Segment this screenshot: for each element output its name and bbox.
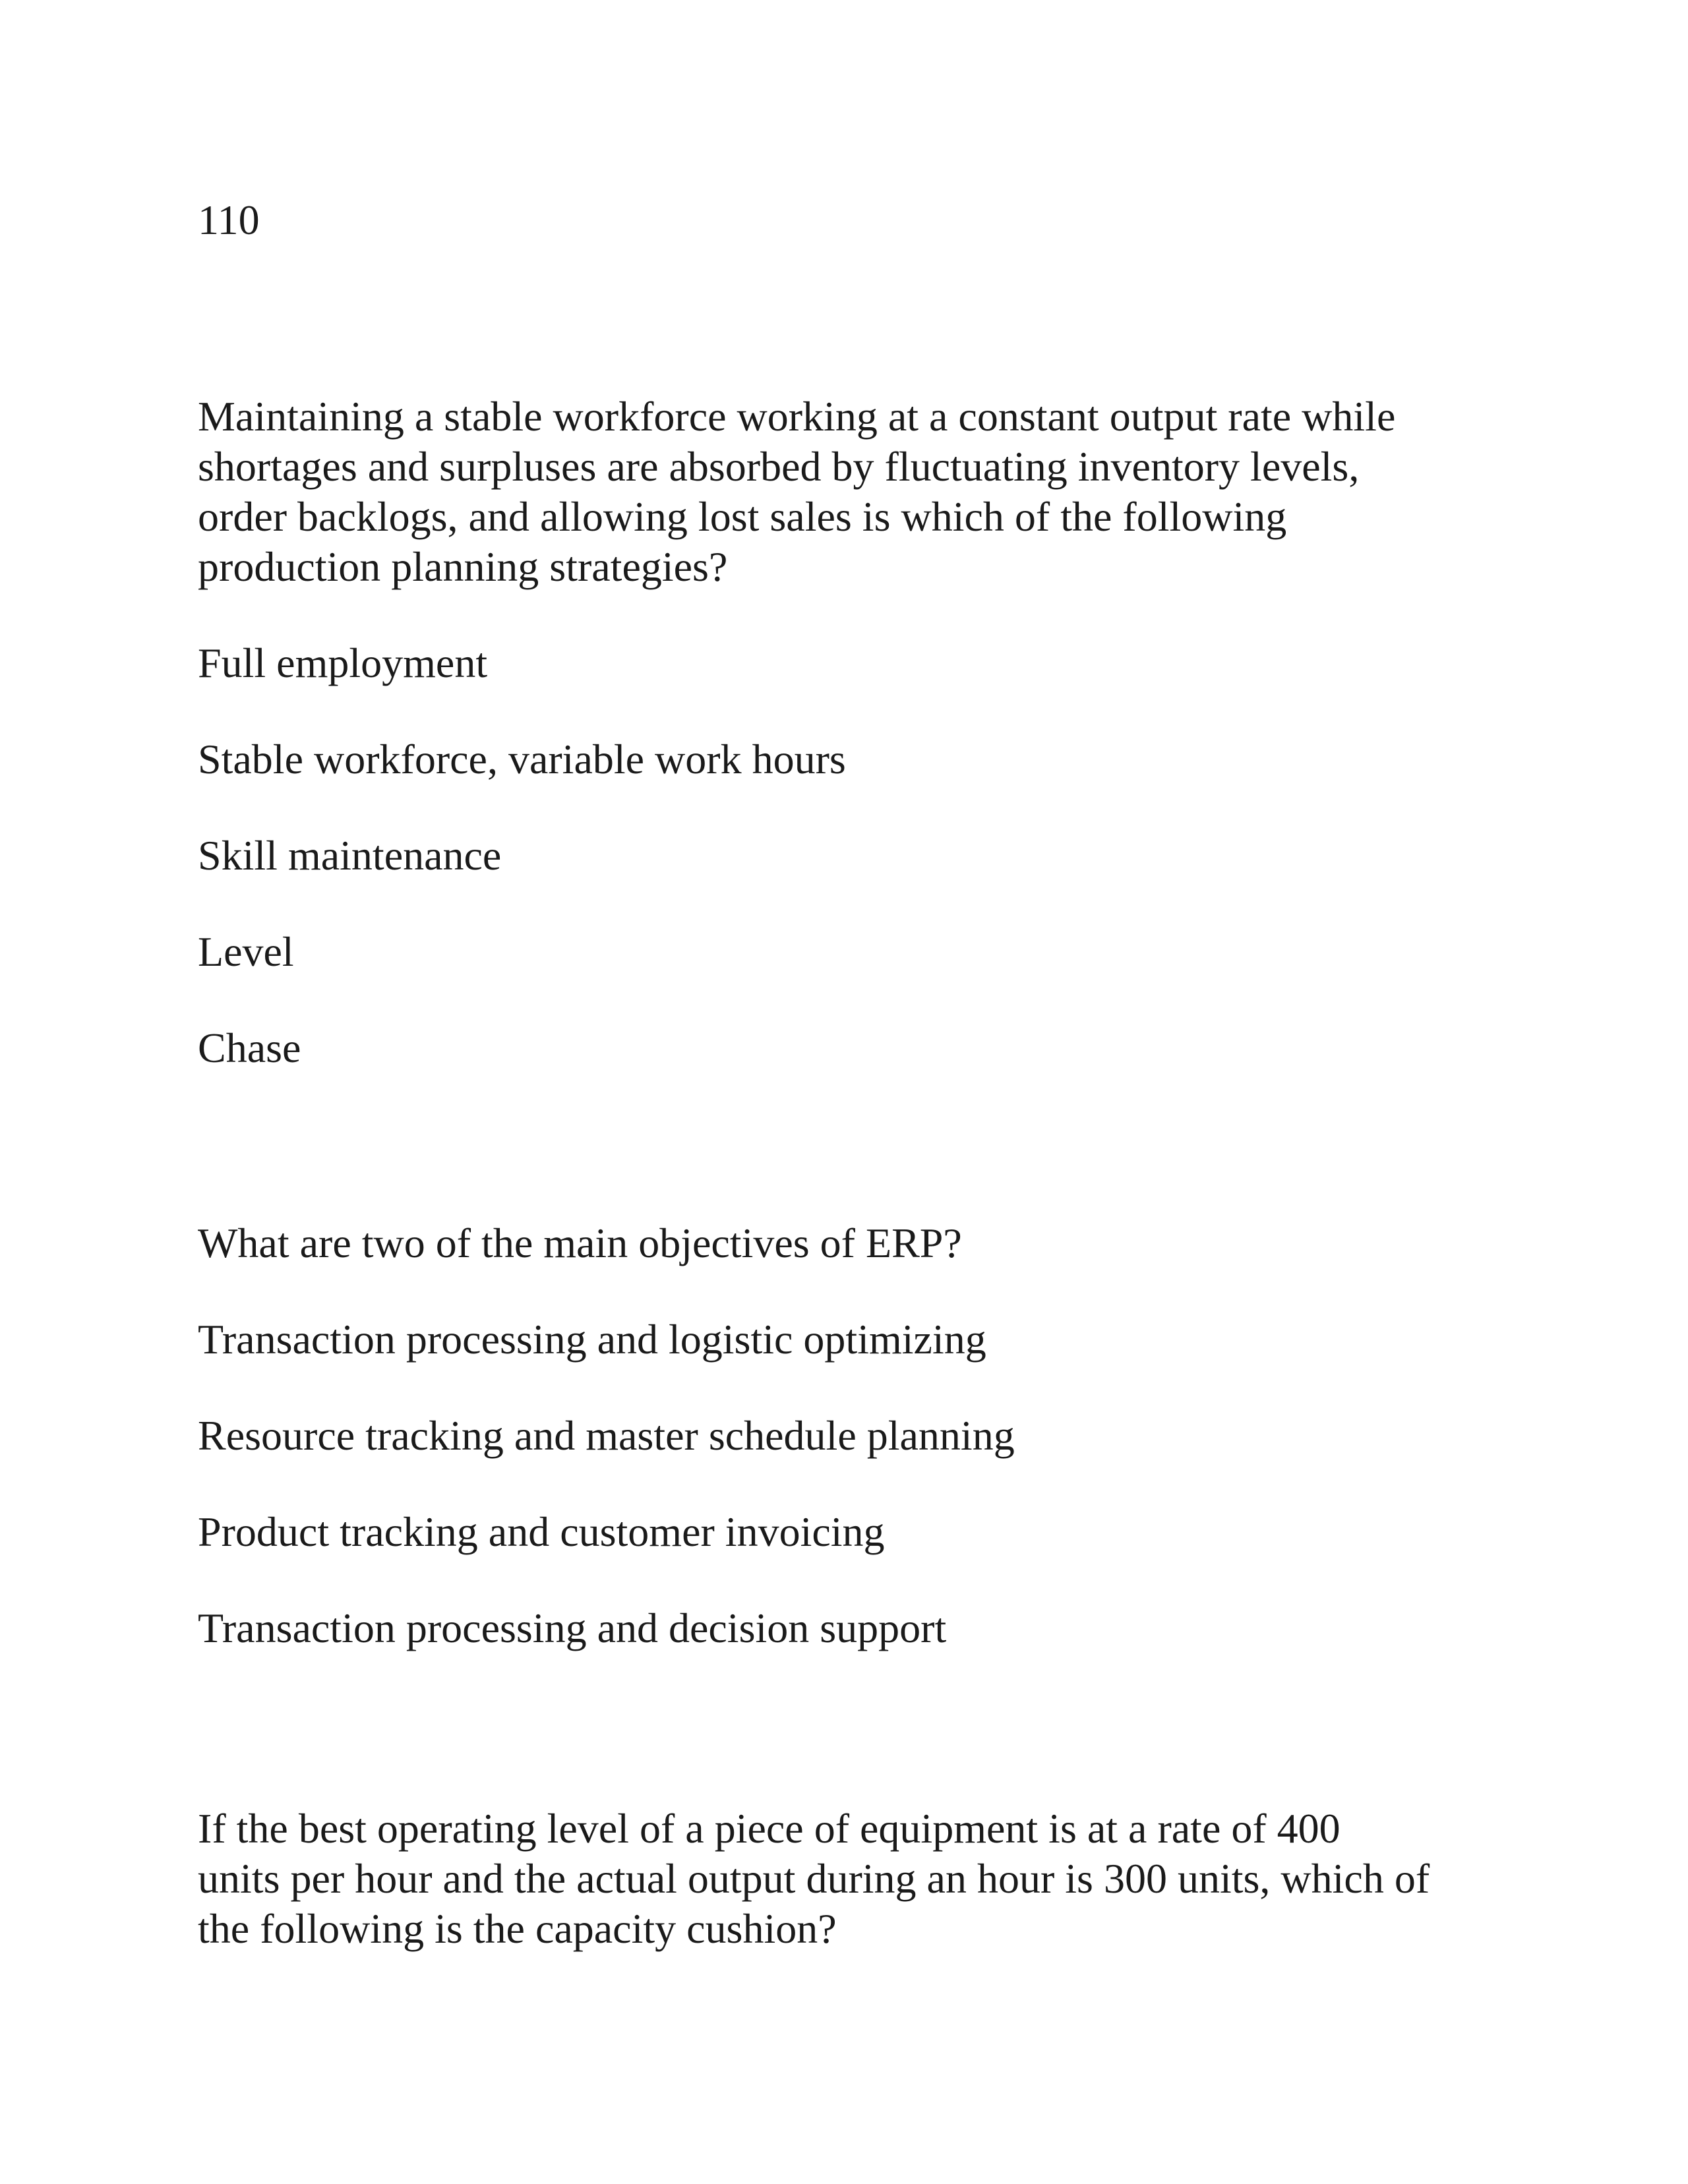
question-3-text: If the best operating level of a piece of equipment is at a rate of 400 units per hour and the actual output during an hour is 300 units, which of the following is the capacity cushion? bbox=[198, 1805, 1430, 1952]
question-2-option-3: Product tracking and customer invoicing bbox=[198, 1508, 885, 1555]
question-1-option-1: Full employment bbox=[198, 639, 488, 686]
question-1-option-5: Chase bbox=[198, 1024, 301, 1071]
question-2-text: What are two of the main objectives of ERP? bbox=[198, 1220, 962, 1266]
question-1-option-2: Stable workforce, variable work hours bbox=[198, 736, 846, 782]
question-2-option-4: Transaction processing and decision support bbox=[198, 1605, 947, 1651]
question-2-options bbox=[198, 1314, 1015, 1699]
question-2-option-2: Resource tracking and master schedule planning bbox=[198, 1412, 1015, 1459]
question-1-option-3: Skill maintenance bbox=[198, 832, 502, 879]
question-1-options bbox=[198, 638, 846, 1119]
question-1-text: Maintaining a stable workforce working at a constant output rate while shortages and surpluses are absorbed by fluctuating inventory levels, order backlogs, and allowing lost sales is which of the following production planning strategies? bbox=[198, 393, 1396, 590]
page-number: 110 bbox=[198, 196, 260, 243]
question-1-option-4: Level bbox=[198, 928, 294, 975]
question-2-option-1: Transaction processing and logistic optimizing bbox=[198, 1316, 986, 1363]
